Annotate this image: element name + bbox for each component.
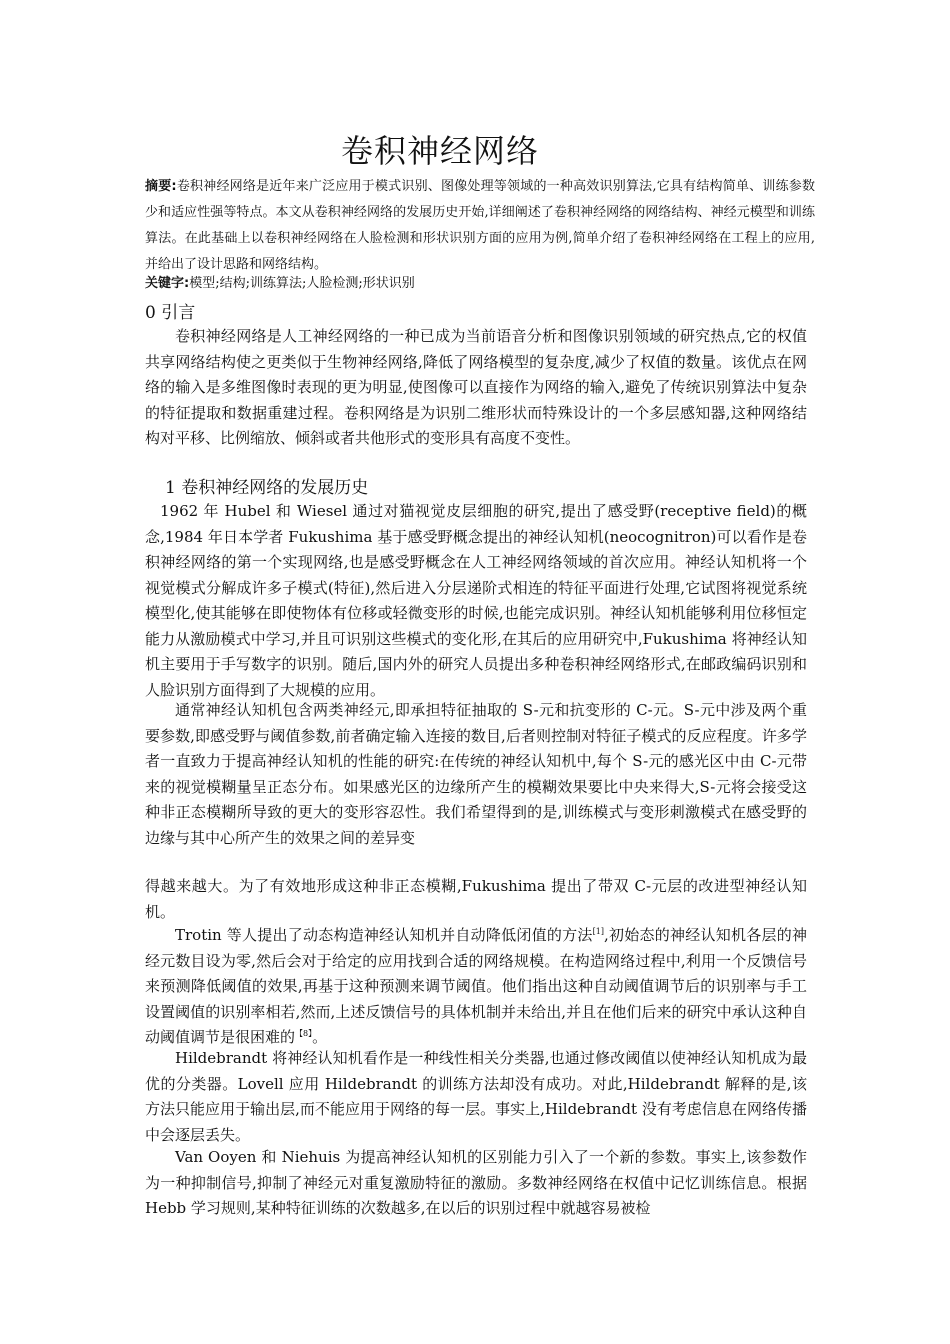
paragraph-history-4: Hildebrandt 将神经认知机看作是一种线性相关分类器,也通过修改阈值以使神经认知机成为最优的分类器。Lovell 应用 Hildebrandt 的训练方法却没有成功。对此,Hildebrandt 解释的是,该方法只能应用于输出层,而不能应用于网络的每一层。事实上,Hildebrandt 没有考虑信息在网络传播中会逐层丢失。 [145,1049,807,1144]
section-heading-0: 0 引言 [145,303,196,323]
paragraph-intro: 卷积神经网络是人工神经网络的一种已成为当前语音分析和图像识别领域的研究热点,它的权值共享网络结构使之更类似于生物神经网络,降低了网络模型的复杂度,减少了权值的数量。该优点在网络的输入是多维图像时表现的更为明显,使图像可以直接作为网络的输入,避免了传统识别算法中复杂的特征提取和数据重建过程。卷积网络是为识别二维形状而特殊设计的一个多层感知器,这种网络结构对平移、比例缩放、倾斜或者共他形式的变形具有高度不变性。 [145,327,807,447]
paragraph-history-5: Van Ooyen 和 Niehuis 为提高神经认知机的区别能力引入了一个新的参数。事实上,该参数作为一种抑制信号,抑制了神经元对重复激励特征的激励。多数神经网络在权值中记忆训练信息。根据 Hebb 学习规则,某种特征训练的次数越多,在以后的识别过程中就越容易被检 [145,1148,807,1217]
p3-text-b: ,初始态的神经认知机各层的神经元数目设为零,然后会对于给定的应用找到合适的网络规模。在构造网络过程中,利用一个反馈信号来预测降低阈值的效果,再基于这种预测来调节阈值。他们指出这种自动阈值调节后的识别率与手工设置阈值的识别率相若,然而,上述反馈信号的具体机制并未给出,并且在他们后来的研究中承认这种自动阈值调节是很困难的 [145,926,807,1046]
p3-text-a: Trotin 等人提出了动态构造神经认知机并自动降低闭值的方法 [175,926,593,944]
keywords-text: 模型;结构;训练算法;人脸检测;形状识别 [189,276,415,291]
keywords-label: 关键字: [145,276,190,291]
section-heading-1: 1 卷积神经网络的发展历史 [165,478,369,498]
paragraph-history-3 [145,923,807,1051]
paragraph-history-2b: 得越来越大。为了有效地形成这种非正态模糊,Fukushima 提出了带双 C-元层的改进型神经认知机。 [145,877,807,921]
keywords [145,273,815,295]
abstract-label: 摘要: [145,179,177,194]
citation-1: [1] [592,927,604,936]
paragraph-history-2a: 通常神经认知机包含两类神经元,即承担特征抽取的 S-元和抗变形的 C-元。S-元中涉及两个重要参数,即感受野与阈值参数,前者确定输入连接的数目,后者则控制对特征子模式的反应程度。许多学者一直致力于提高神经认知机的性能的研究:在传统的神经认知机中,每个 S-元的感光区中由 C-元带来的视觉模糊量呈正态分布。如果感光区的边缘所产生的模糊效果要比中央来得大,S-元将会接受这种非正态模糊所导致的更大的变形容忍性。我们希望得到的是,训练模式与变形刺激模式在感受野的边缘与其中心所产生的效果之间的差异变 [145,701,808,847]
document-title: 卷积神经网络 [340,132,539,170]
paragraph-history-1: 1962 年 Hubel 和 Wiesel 通过对猫视觉皮层细胞的研究,提出了感受野(receptive field)的概念,1984 年日本学者 Fukushima 基于感受野概念提出的神经认知机(neocognitron)可以看作是卷积神经网络的第一个实现网络,也是感受野概念在人工神经网络领域的首次应用。神经认知机将一个视觉模式分解成许多子模式(特征),然后进入分层递阶式相连的特征平面进行处理,它试图将视觉系统模型化,使其能够在即使物体有位移或轻微变形的时候,也能完成识别。神经认知机能够利用位移恒定能力从激励模式中学习,并且可识别这些模式的变化形,在其后的应用研究中,Fukushima 将神经认知机主要用于手写数字的识别。随后,国内外的研究人员提出多种卷积神经网络形式,在邮政编码识别和人脸识别方面得到了大规模的应用。 [145,502,807,699]
citation-8: 【8】 [295,1029,313,1038]
abstract-text: 卷积神经网络是近年来广泛应用于模式识别、图像处理等领域的一种高效识别算法,它具有结构简单、训练参数少和适应性强等特点。本文从卷积神经网络的发展历史开始,详细阐述了卷积神经网络的网络结构、神经元模型和训练算法。在此基础上以卷积神经网络在人脸检测和形状识别方面的应用为例,简单介绍了卷积神经网络在工程上的应用,并给出了设计思路和网络结构。 [145,179,815,272]
abstract [145,174,815,278]
p3-text-c: 。 [312,1028,328,1046]
